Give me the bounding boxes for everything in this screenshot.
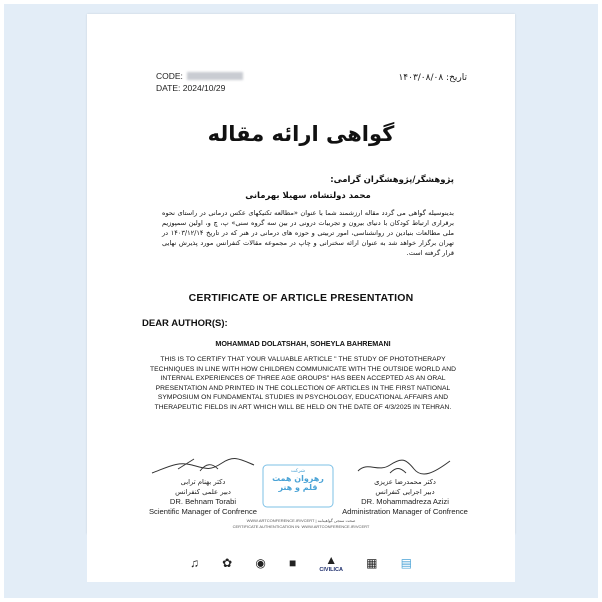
sponsor-logos	[190, 550, 412, 576]
left-en-role: Scientific Manager of Confrence	[148, 507, 258, 516]
organizer-logo-icon: ▤	[400, 555, 412, 570]
right-fa-name: دکتر محمدرضا عزیزی	[374, 478, 436, 486]
english-section	[142, 318, 464, 413]
persian-body: بدینوسیله گواهی می گردد مقاله ارزشمند شما با عنوان «مطالعه تکنیکهای عکس درمانی در راستای نحوه برقراری ارتباط کودکان با دنیای بیرون و تجربیات درونی در بین سه گروه سنی» پ، چ و، اولین سمپوزیم ملی مطالعات بنیادین در روانشناسی، امور تربیتی و حوزه های درمانی در هنر که در تاریخ ۱۴۰۳/۱۲/۱۴ در تهران برگزار خواهد شد به عنوان ارائه سخنرانی و چاپ در مجموعه مقالات کنفرانس مورد پذیرش نهایی قرار گرفته است.	[162, 209, 454, 257]
right-en-name: DR. Mohammadreza Azizi	[361, 497, 449, 506]
persian-salutation: پژوهشگر/پژوهشگران گرامی:	[330, 175, 454, 185]
verification-footer	[0, 518, 602, 530]
stamp-small-text: شرکت	[290, 468, 306, 474]
signature-scientific-manager	[138, 455, 268, 517]
certificate-meta	[156, 70, 243, 94]
stamp-line-2: قلم و هنر	[278, 483, 318, 492]
civilica-label: CIVILICA	[319, 566, 343, 573]
persian-title: گواهی ارائه مقاله	[207, 122, 395, 146]
company-stamp	[262, 464, 334, 508]
left-fa-name: دکتر بهنام ترابی	[180, 478, 226, 486]
civilica-logo-icon: ▲ CIVILICA	[319, 552, 343, 573]
book-logo-icon: ■	[289, 555, 297, 570]
footer-line-1: WWW.ARTCONFERENCE.IR/VCERT | صحت سنجی گواهینامه	[246, 518, 356, 523]
right-fa-role: دبیر اجرایی کنفرانس	[375, 488, 435, 496]
persian-authors: محمد دولتشاه، سهیلا بهرمانی	[245, 191, 371, 201]
signature-scribble-icon	[350, 455, 460, 477]
english-authors: MOHAMMAD DOLATSHAH, SOHEYLA BAHREMANI	[215, 339, 391, 348]
english-salutation: DEAR AUTHOR(S):	[142, 318, 228, 329]
stamp-line-1: رهروان همت	[272, 474, 324, 483]
code-label: CODE:	[156, 71, 183, 81]
partner-logo-icon: ▦	[366, 555, 378, 570]
redacted-code	[187, 72, 243, 80]
english-title: CERTIFICATE OF ARTICLE PRESENTATION	[188, 292, 414, 304]
persian-section	[162, 175, 454, 258]
date-label: DATE:	[156, 83, 181, 93]
right-en-role: Administration Manager of Confrence	[342, 507, 468, 516]
left-fa-role: دبیر علمی کنفرانس	[175, 488, 231, 496]
music-logo-icon: ♫	[190, 555, 199, 570]
emblem-logo-icon: ◉	[255, 555, 266, 570]
footer-line-2: CERTIFICATE AUTHENTICATION IN: WWW.ARTCONFERENCE.IR/VCERT	[232, 524, 370, 529]
english-body: THIS IS TO CERTIFY THAT YOUR VALUABLE ARTICLE " THE STUDY OF PHOTOTHERAPY TECHNIQUES IN LINE WITH HOW CHILDREN COMMUNICATE WITH THE OUTSIDE WORLD AND INTERNAL EXPERIENCES OF THREE AGE GROUPS" HAS BEEN ACCEPTED AS AN ORAL PRESENTATION AND PRINTED IN THE COLLECTION OF ARTICLES IN THE FIRST NATIONAL SYMPOSIUM ON FUNDAMENTAL STUDIES IN PSYCHOLOGY, EDUCATIONAL AFFAIRS AND THERAPEUTIC FIELDS IN ART WHICH WILL BE HELD ON THE DATE OF 4/3/2025 IN TEHRAN.	[150, 356, 456, 411]
persian-date: تاریخ: ۱۴۰۳/۰۸/۰۸	[398, 73, 467, 83]
signature-scribble-icon	[148, 455, 258, 477]
date-value: 2024/10/29	[182, 83, 226, 93]
university-logo-icon: ✿	[222, 555, 233, 570]
left-en-name: DR. Behnam Torabi	[169, 497, 237, 506]
signature-administration-manager	[334, 455, 476, 517]
